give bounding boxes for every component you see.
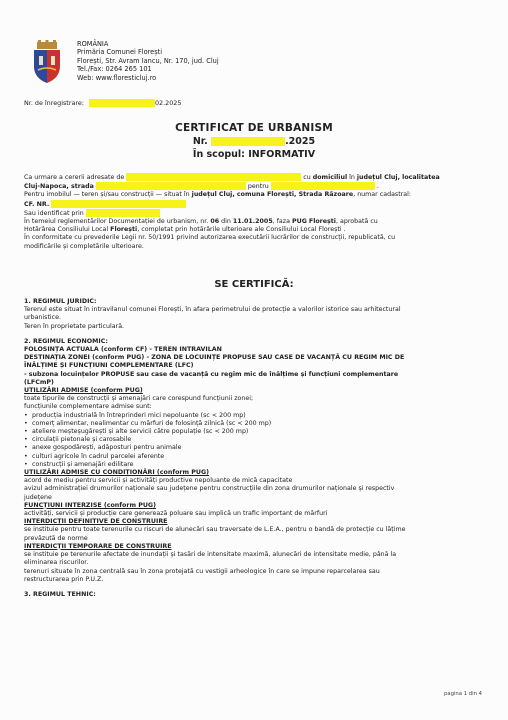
section-tehnic-title: 3. REGIMUL TEHNIC: bbox=[24, 590, 96, 598]
utilizari-conditionari-title: UTILIZĂRI ADMISE CU CONDIȚIONĂRI (conform PUG) bbox=[24, 469, 210, 477]
redacted-field bbox=[86, 209, 160, 217]
section-economic-title: 2. REGIMUL ECONOMIC: bbox=[24, 337, 108, 345]
redacted-field bbox=[211, 137, 285, 146]
certificate-number: Nr. .2025 bbox=[192, 136, 316, 147]
se-certifica-heading: SE CERTIFICĂ: bbox=[214, 279, 294, 290]
institution-address: Florești, Str. Avram Iancu, Nr. 170, jud. Cluj bbox=[77, 56, 219, 65]
certificate-scope: În scopul: INFORMATIV bbox=[192, 149, 316, 160]
certificate-sections: 1. REGIMUL JURIDIC: Terenul este situat în intravilanul comunei Florești, în afara perimetrului de protecție a valorilor istorice sau arhitectural urbanistice. Teren în proprietate particulară. 2. REGIMUL ECONOMIC: FOLOSINȚA ACTUALA (conform CF) - TEREN INTRAVILAN DESTINAȚIA ZONEI (conform PUG) - ZONA DE LOCUINȚE PROPUSE SAU CASE DE VACANȚĂ CU REGIM MIC DE ÎNĂLȚIME ȘI FUNCȚIUNI COMPLEMENTARE (LFC) - subzona locuințelor PROPUSE sau case de vacanță cu regim mic de înălțime și funcțiuni complementare (LFCmP) UTILIZĂRI ADMISE (conform PUG) toate tipurile de construcții și amenajări care corespund funcțiunii zonei; funcțiunile complementare admise sunt: • producția industrială în întreprinderi mici nepoluante (sc < 200 mp) • comerț alimentar, nealimentar cu mărfuri de folosință zilnică (sc < 200 mp) • ateliere meșteșugărești și alte servicii către populație (sc < 200 mp) • circulații pietonale și carosabile • anexe gospodărești, adăposturi pentru animale • culturi agricole în cadrul parcelei aferente • construcții și amenajări edilitare UTILIZĂRI ADMISE CU CONDIȚIONĂRI (conform PUG) acord de mediu pentru servicii și activități productive nepoluante de mică capacitate avizul administrației drumurilor naționale sau județene pentru construcțiile din zona drumurilor naționale și respectiv județene FUNCȚIUNI INTERZISE (conform PUG) activități, servicii și producție care generează poluare sau implică un trafic important de mărfuri INTERDICȚII DEFINITIVE DE CONSTRUIRE se instituie pentru toate terenurile cu riscuri de alunecări sau traversate de L.E.A., pentru o bandă de protecție cu lățime prevăzută de norme INTERDICȚII TEMPORARE DE CONSTRUIRE se instituie pe terenurile afectate de inundații și tasări de intensitate maximă, alunecări de intensitate medie, până la eliminarea riscurilor. terenuri situate în zona centrală sau în zona protejată cu vestigii arheologice în care se impune reparcelarea sau restructurarea prin P.U.Z. 3. REGIMUL TEHNIC: bbox=[24, 298, 489, 599]
institution-website: Web: www.floresticluj.ro bbox=[77, 73, 157, 82]
redacted-field bbox=[271, 182, 375, 190]
page-footer: pagina 1 din 4 bbox=[443, 691, 482, 697]
institution-header bbox=[77, 40, 219, 82]
intro-paragraph: Ca urmare a cererii adresate de cu domiciliul în județul Cluj, localitatea Cluj-Napoca, strada pentru . Pentru imobilul — teren și/sau construcții — situat în județul Cluj, comuna Florești, Strada Răzoare, numar cadastral: CF. NR. Sau identificat prin În temeiul reglementărilor Documentației de urbanism, nr. 06 din 11.01.2005, faza PUG Florești, aprobată cu Hotărârea Consiliului Local Florești, completat prin hotărârile ulterioare ale Consiliului Local Florești . În conformitate cu prevederile Legii nr. 50/1991 privind autorizarea executării lucrărilor de construcții, republicată, cu modificările și completările ulterioare. bbox=[24, 174, 440, 250]
coat-of-arms-icon bbox=[29, 40, 65, 84]
list-item: • construcții și amenajări edilitare bbox=[24, 461, 489, 469]
interdictii-temporare-title: INTERDICȚII TEMPORARE DE CONSTRUIRE bbox=[24, 542, 172, 550]
registration-number: Nr. de înregistrare: 02.2025 bbox=[24, 99, 182, 107]
institution-phone: Tel./Fax: 0264 265 101 bbox=[77, 65, 152, 74]
institution-name: Primăria Comunei Florești bbox=[77, 48, 163, 57]
interdictii-definitive-title: INTERDICȚII DEFINITIVE DE CONSTRUIRE bbox=[24, 518, 168, 526]
country-name: ROMÂNIA bbox=[77, 40, 109, 48]
redacted-field bbox=[89, 99, 155, 107]
list-item: • comerț alimentar, nealimentar cu mărfuri de folosință zilnică (sc < 200 mp) bbox=[24, 420, 489, 428]
list-item: • ateliere meșteșugărești și alte servicii către populație (sc < 200 mp) bbox=[24, 428, 489, 436]
section-juridic-title: 1. REGIMUL JURIDIC: bbox=[24, 298, 97, 305]
list-item: • culturi agricole în cadrul parcelei aferente bbox=[24, 453, 489, 461]
utilizari-admise-title: UTILIZĂRI ADMISE (conform PUG) bbox=[24, 387, 143, 395]
document-title: CERTIFICAT DE URBANISM bbox=[175, 122, 333, 134]
list-item: • circulații pietonale și carosabile bbox=[24, 436, 489, 444]
list-item: • anexe gospodărești, adăposturi pentru animale bbox=[24, 444, 489, 452]
redacted-field bbox=[126, 173, 301, 181]
redacted-field bbox=[51, 200, 186, 208]
functiuni-interzise-title: FUNCȚIUNI INTERZISE (conform PUG) bbox=[24, 501, 156, 509]
redacted-field bbox=[96, 182, 246, 190]
list-item: • producția industrială în întreprinderi mici nepoluante (sc < 200 mp) bbox=[24, 412, 489, 420]
